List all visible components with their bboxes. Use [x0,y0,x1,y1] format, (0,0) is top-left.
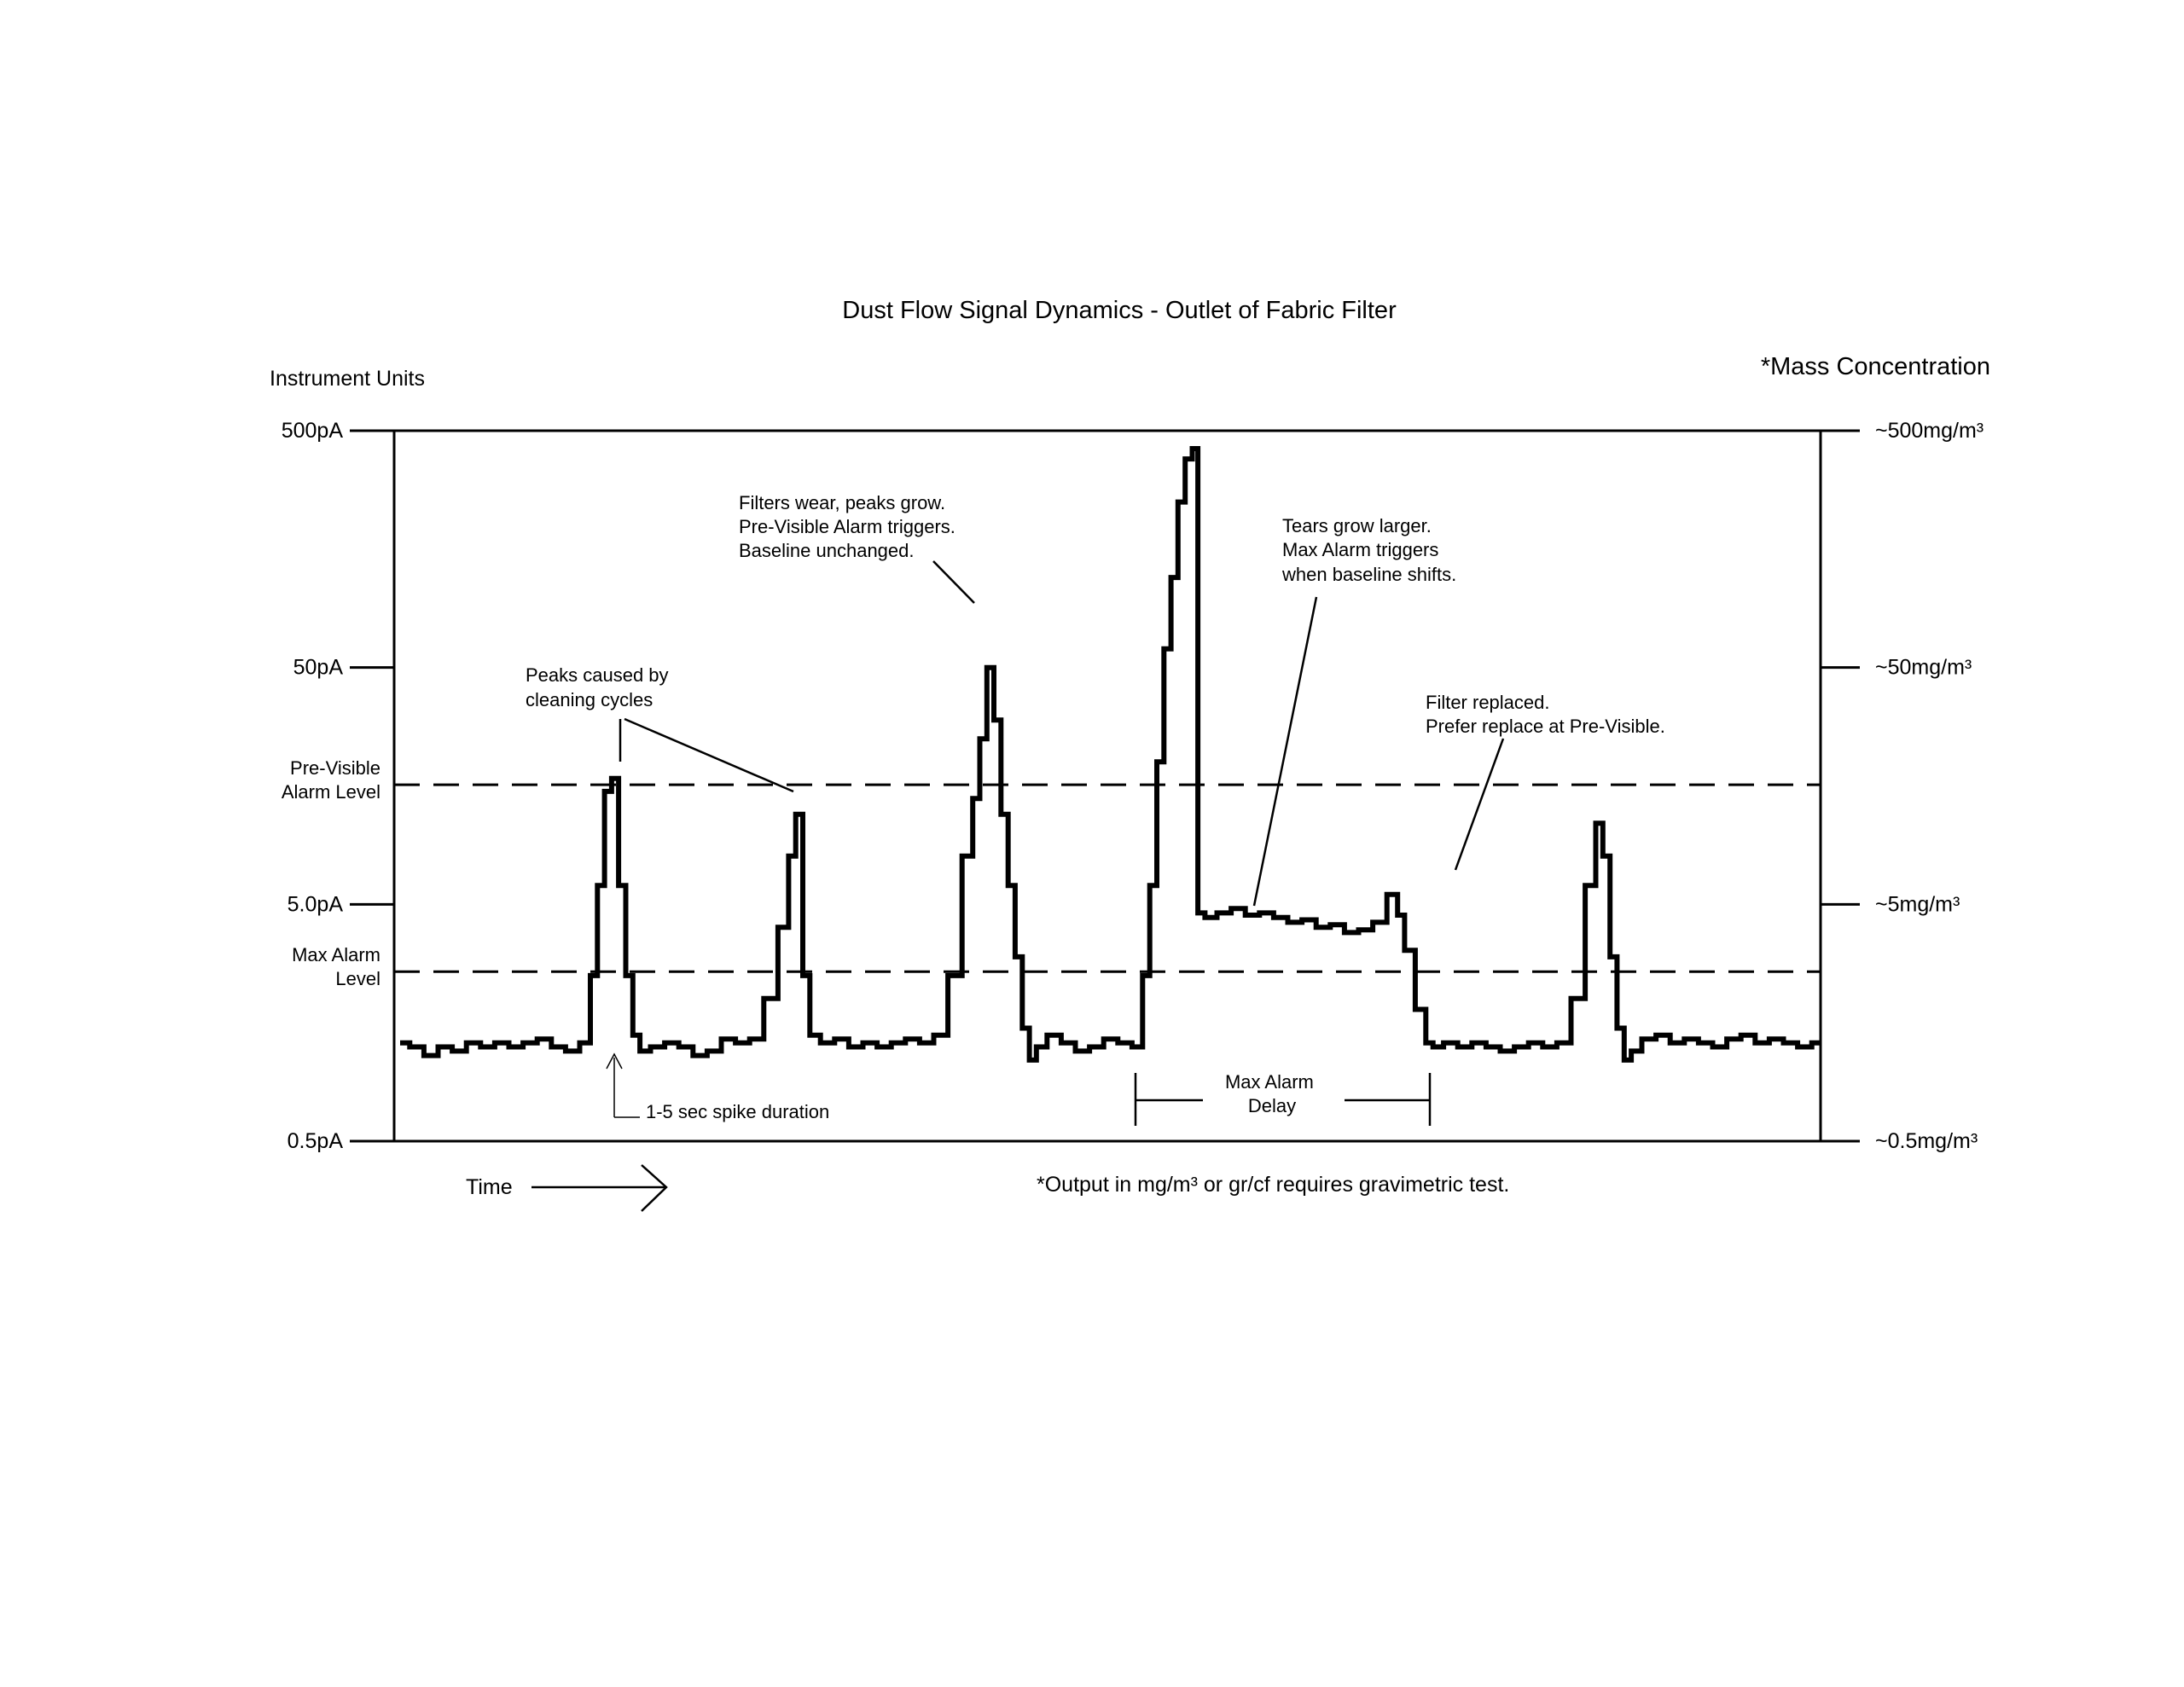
data-point [686,1046,687,1047]
annotation-line: Delay [1247,1095,1297,1116]
footnote: *Output in mg/m³ or gr/cf requires gravimetric test. [1037,1173,1510,1197]
annotation-leader [1455,739,1503,870]
data-point [1521,1046,1522,1047]
annotation-line: when baseline shifts. [1282,564,1457,585]
data-point [1691,1039,1692,1040]
data-point [785,927,786,928]
data-point [586,1042,587,1043]
data-point [1323,927,1324,928]
data-point [1210,917,1211,918]
data-point [1082,1051,1083,1052]
data-point [671,1042,672,1043]
annotation-line: cleaning cycles [526,689,653,710]
data-point [558,1046,559,1047]
data-point [1677,1042,1678,1043]
right-tick-label: ~5mg/m³ [1875,892,1960,917]
data-point [1804,1046,1805,1047]
data-point [1025,1028,1026,1029]
data-point [1238,908,1239,909]
data-point [1592,885,1593,886]
data-point [444,1046,445,1047]
data-point [530,1042,531,1043]
data-point [912,1039,913,1040]
annotation-line: Filter replaced. [1426,692,1550,713]
data-point [403,1042,404,1043]
annotation-leader [933,561,974,603]
annotation-line: Prefer replace at Pre-Visible. [1426,716,1665,737]
svg-text:Max Alarm Delay [1225,1071,1319,1116]
data-point [416,1046,417,1047]
threshold-lines [282,757,1821,989]
data-point [1564,1042,1565,1043]
threshold-label-line: Max Alarm [292,944,380,966]
data-point [1478,1042,1479,1043]
left-axis-label: Instrument Units [270,367,426,391]
threshold-label [292,944,380,989]
data-point [594,975,595,976]
annotation-leader [624,719,793,791]
svg-text:Tears grow larger. Max A [1281,515,1456,585]
data-point [1719,1046,1720,1047]
series-line [403,449,1819,1060]
data-point [473,1042,474,1043]
data-point [1408,950,1409,951]
chart-title: Dust Flow Signal Dynamics - Outlet of Fabric Filter [842,297,1397,324]
data-point [770,998,771,999]
data-point [856,1046,857,1047]
left-tick-label: 500pA [281,419,343,443]
threshold-label-line: Alarm Level [281,781,380,803]
data-point [1493,1046,1494,1047]
right-axis-ticks [1821,419,1984,1153]
data-point [657,1046,658,1047]
data-point [898,1042,899,1043]
data-point [806,975,807,976]
annotation-filters-wear [739,492,974,603]
data-point [1124,1042,1125,1043]
annotation-leader [1254,597,1316,906]
threshold-label-line: Level [335,968,380,990]
data-point [1422,1009,1423,1010]
data-point [1465,1046,1466,1047]
data-point [1577,998,1578,999]
data-point [1705,1042,1706,1043]
data-point [976,798,977,799]
right-tick-label: ~500mg/m³ [1875,419,1984,443]
svg-text:Filters wear, peaks grow. [739,492,961,561]
data-point [969,855,970,856]
data-point [622,885,623,886]
data-point [1394,894,1395,895]
data-point [1174,577,1175,578]
data-point [1096,1046,1097,1047]
data-point [1606,855,1607,856]
data-point [841,1039,842,1040]
data-point [1401,915,1402,916]
annotation-line: Pre-Visible Alarm triggers. [739,516,956,537]
svg-text:Filter replaced. Prefer [1426,692,1665,737]
annotation-line: Max Alarm [1224,1071,1314,1093]
left-tick-label: 50pA [293,655,343,680]
time-arrow-icon [531,1165,666,1211]
data-point [714,1051,715,1052]
annotation-max-alarm-delay [1136,1071,1430,1126]
threshold-label [282,757,380,803]
annotation-line: Tears grow larger. [1282,515,1432,536]
data-point [515,1046,516,1047]
annotation-arrow [607,1054,640,1117]
left-tick-label: 0.5pA [287,1129,343,1153]
data-point [792,855,793,856]
data-point [1032,1059,1033,1060]
data-point [1599,823,1600,824]
annotation-line: 1-5 sec spike duration [646,1101,830,1122]
data-point [615,778,616,779]
data-point [431,1055,432,1056]
data-point [884,1046,885,1047]
data-point [1294,922,1295,923]
data-point [1040,1046,1041,1047]
data-point [1252,915,1253,916]
data-point [487,1046,488,1047]
annotation-line: Filters wear, peaks grow. [739,492,946,513]
data-point [1436,1046,1437,1047]
data-point [1011,885,1012,886]
data-point [997,720,998,721]
data-point [643,1051,644,1052]
data-point [1627,1059,1628,1060]
data-point [1068,1042,1069,1043]
data-point [1790,1042,1791,1043]
data-point [1111,1039,1112,1040]
data-point [1351,932,1352,933]
data-point [572,1051,573,1052]
data-point [1004,814,1005,815]
data-point [629,975,630,976]
annotation-line: Max Alarm triggers [1282,539,1439,560]
right-tick-label: ~50mg/m³ [1875,655,1972,680]
series-layer [403,449,1820,1061]
data-point [1762,1042,1763,1043]
data-point [1549,1046,1550,1047]
data-point [1776,1039,1777,1040]
data-point [1819,1042,1820,1043]
svg-text:Peaks caused by cleaning [526,664,674,710]
data-point [1648,1039,1649,1040]
annotation-filter-replaced [1426,692,1665,870]
data-point [1146,975,1147,976]
right-tick-label: ~0.5mg/m³ [1875,1129,1978,1153]
data-point [544,1039,545,1040]
data-point [459,1051,460,1052]
annotation-line: Baseline unchanged. [739,540,915,561]
data-point [1613,956,1614,957]
data-point [926,1042,927,1043]
data-point [1620,1028,1621,1029]
annotation-spike-duration [607,1054,829,1122]
data-point [869,1042,870,1043]
annotation-cleaning-peaks [526,664,793,791]
data-point [757,1039,758,1040]
data-point [742,1042,743,1043]
data-point [955,975,956,976]
left-tick-label: 5.0pA [287,892,343,917]
annotation-line: Peaks caused by [526,664,669,686]
threshold-label-line: Pre-Visible [290,757,380,780]
right-axis-label: *Mass Concentration [1760,353,1990,380]
data-point [1167,648,1168,649]
x-axis-label: Time [466,1175,513,1199]
data-point [1450,1042,1451,1043]
data-point [1309,919,1310,920]
data-point [728,1039,729,1040]
data-point [1429,1042,1430,1043]
data-point [1188,459,1189,460]
data-point [1139,1046,1140,1047]
